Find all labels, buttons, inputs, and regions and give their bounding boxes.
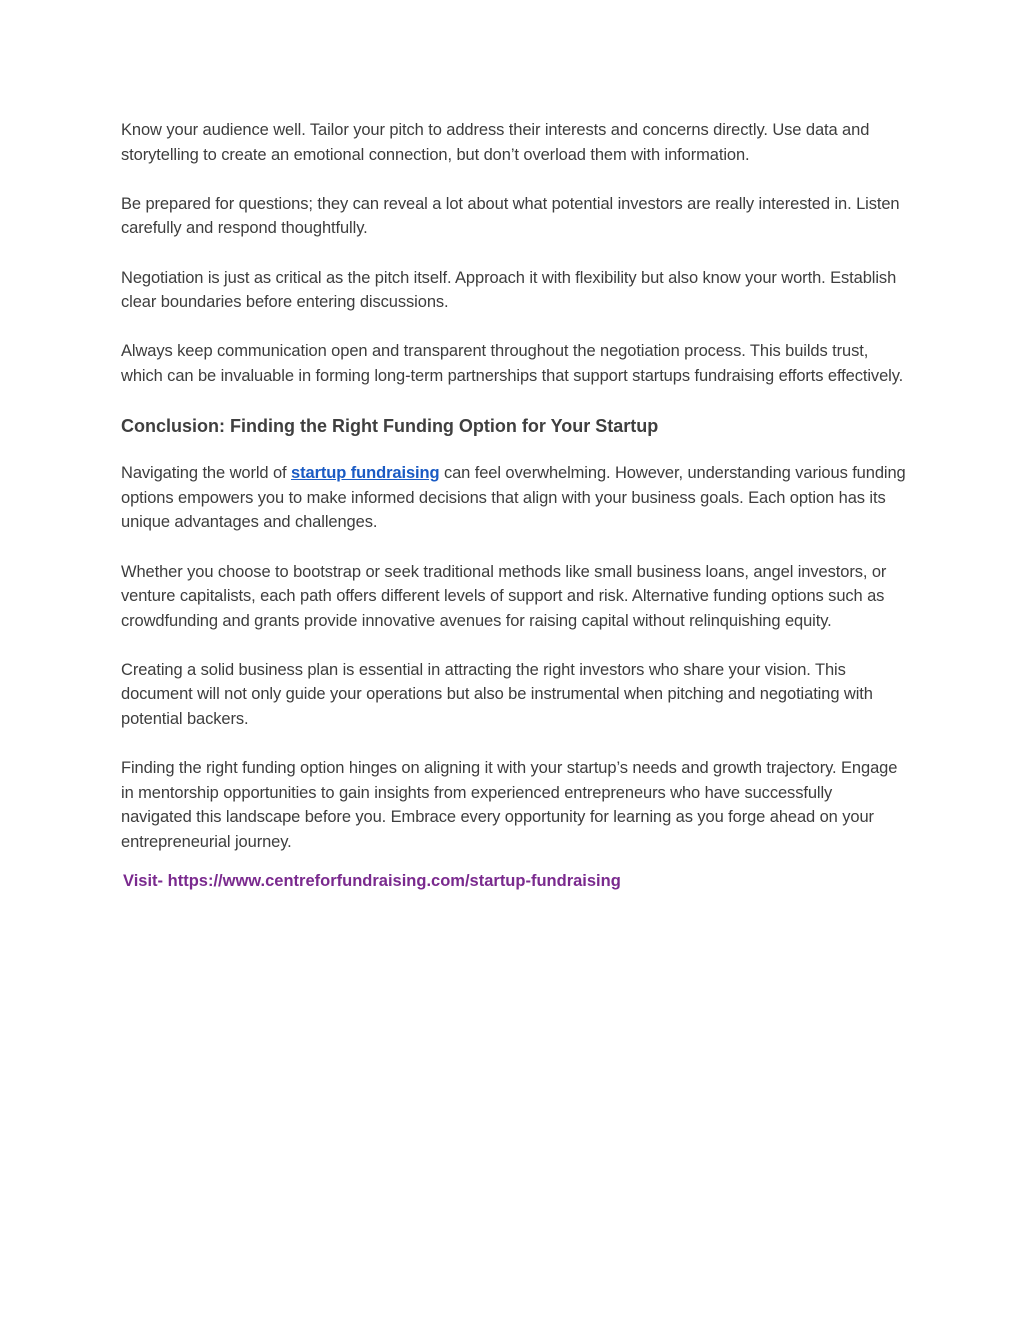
paragraph-prepared-questions: Be prepared for questions; they can reveal a lot about what potential investors are really interested in. Listen carefully and respond thoughtfully.: [121, 194, 900, 238]
visit-label: Visit-: [123, 872, 168, 891]
navigating-text-before: Navigating the world of: [121, 464, 292, 483]
paragraph-know-audience: Know your audience well. Tailor your pitch to address their interests and concerns directly. Use data and storytelling to create an emotional connection, but don’t overload them with information.: [121, 121, 870, 164]
startup-fundraising-link[interactable]: startup fundraising: [291, 464, 440, 483]
paragraph-communication: Always keep communication open and transparent throughout the negotiation process. This builds trust, which can be invaluable in forming long-term partnerships that support startups fundraising efforts effectively.: [121, 342, 904, 385]
paragraph-bootstrap: Whether you choose to bootstrap or seek traditional methods like small business loans, angel investors, or venture capitalists, each path offers different levels of support and risk. Alternative funding options such as crowdfunding and grants provide innovative avenues for raising capital without relinquishing equity.: [121, 562, 887, 630]
conclusion-heading: Conclusion: Finding the Right Funding Option for Your Startup: [121, 416, 659, 437]
paragraph-right-funding: Finding the right funding option hinges on aligning it with your startup’s needs and growth trajectory. Engage in mentorship opportunities to gain insights from experienced entrepreneurs who have successfully navigated this landscape before you. Embrace every opportunity for learning as you forge ahead on your entrepreneurial journey.: [121, 759, 898, 852]
paragraph-navigating: [121, 461, 906, 535]
paragraph-negotiation: Negotiation is just as critical as the pitch itself. Approach it with flexibility but also know your worth. Establish clear boundaries before entering discussions.: [121, 268, 897, 312]
paragraph-business-plan: Creating a solid business plan is essential in attracting the right investors who share your vision. This document will not only guide your operations but also be instrumental when pitching and negotiating with potential backers.: [121, 660, 873, 729]
document-page: [121, 118, 906, 893]
navigating-text-after: can feel overwhelming. However, understanding various funding options empowers you to make informed decisions that align with your business goals. Each option has its unique advantages and challenges.: [121, 464, 906, 532]
visit-line: [123, 869, 906, 893]
visit-url-link[interactable]: https://www.centreforfundraising.com/startup-fundraising: [167, 872, 621, 891]
